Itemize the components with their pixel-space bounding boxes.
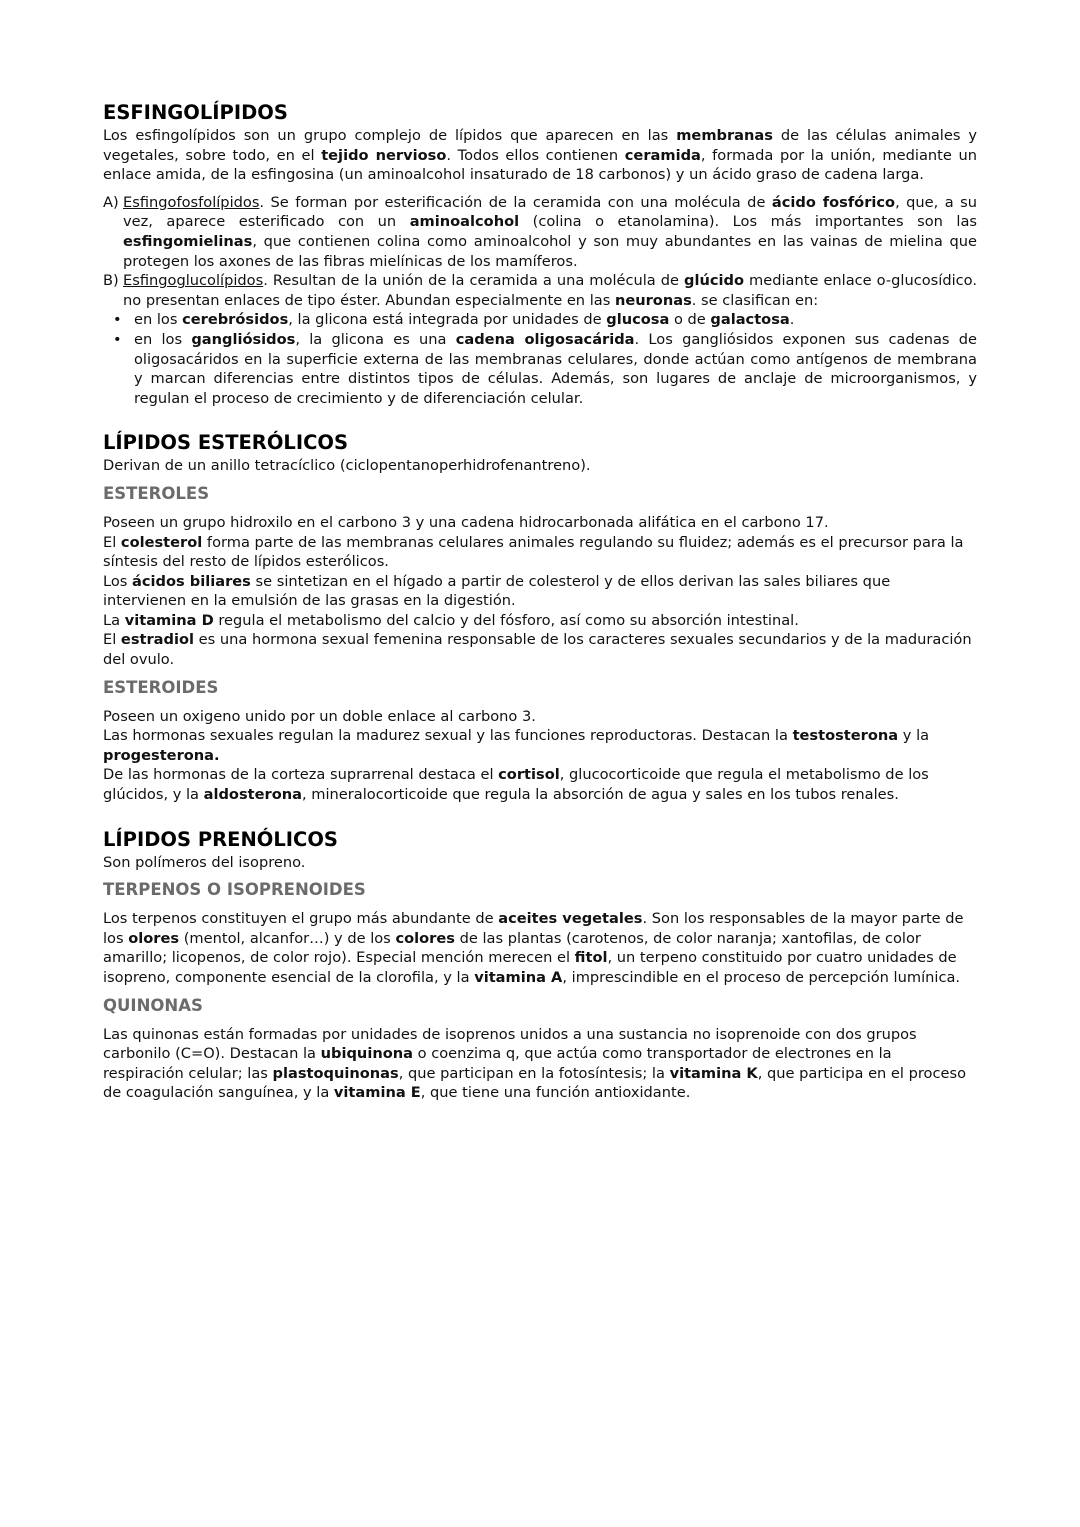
paragraph: De las hormonas de la corteza suprarrenal destaca el cortisol, glucocorticoide que regula el metabolismo de los glúcidos, y la aldosterona, mineralocorticoide que regula la absorción de agua y sales en los tubos renales. [103,766,929,804]
paragraph: Los terpenos constituyen el grupo más abundante de aceites vegetales. Son los responsables de la mayor parte de los olores (mentol, alcanfor…) y de los colores de las plantas (carotenos, de color naranja; xantofilas, de color amarillo; licopenos, de color rojo). Especial mención merecen el fitol, un terpeno constituido por cuatro unidades de isopreno, componente esencial de la clorofila, y la vitamina A, imprescindible en el proceso de percepción lumínica. [103,910,964,986]
subsection-title: QUINONAS [103,995,203,1015]
bullet-icon: • [113,330,122,348]
section-esfingolipidos [103,100,977,408]
subsection-title: ESTEROLES [103,483,210,503]
subsection-title: ESTEROIDES [103,677,219,697]
list-item-b: B) Esfingoglucolípidos. Resultan de la unión de la ceramida a una molécula de glúcido mediante enlace o-glucosídico. no presentan enlaces de tipo éster. Abundan especialmente en las neuronas. se clasifican en: [103,272,977,309]
paragraph: Poseen un grupo hidroxilo en el carbono 3 y una cadena hidrocarbonada alifática en el carbono 17. [103,513,829,531]
paragraph: Las quinonas están formadas por unidades de isoprenos unidos a una sustancia no isoprenoide con dos grupos carbonilo (C=O). Destacan la ubiquinona o coenzima q, que actúa como transportador de electrones en la respiración celular; las plastoquinonas, que participan en la fotosíntesis; la vitamina K, que participa en el proceso de coagulación sanguínea, y la vitamina E, que tiene una función antioxidante. [103,1025,967,1102]
bullet-item-cerebrosidos: • en los cerebrósidos, la glicona está integrada por unidades de glucosa o de galactosa. [113,311,795,329]
document-page [103,100,977,1103]
section-lipidos-esterolicos [103,430,977,804]
section-lipidos-prenolicos [103,827,977,1103]
paragraph: Derivan de un anillo tetracíclico (ciclopentanoperhidrofenantreno). [103,457,591,475]
section-title: ESFINGOLÍPIDOS [103,101,288,124]
paragraph: Son polímeros del isopreno. [103,853,306,871]
paragraph: Poseen un oxigeno unido por un doble enlace al carbono 3. [103,707,536,725]
bullet-icon: • [113,311,122,329]
section-title: LÍPIDOS PRENÓLICOS [103,827,338,851]
subsection-title: TERPENOS O ISOPRENOIDES [103,880,366,900]
paragraph: La vitamina D regula el metabolismo del calcio y del fósforo, así como su absorción intestinal. [103,611,799,629]
bullet-item-gangliosidos: • en los gangliósidos, la glicona es una cadena oligosacárida. Los gangliósidos exponen sus cadenas de oligosacáridos en la superficie externa de las membranas celulares, donde actúan como antígenos de membrana y marcan diferencias entre distintos tipos de células. Además, son lugares de anclaje de microorganismos, y regulan el proceso de crecimiento y de diferenciación celular. [113,330,978,407]
paragraph: Los ácidos biliares se sintetizan en el hígado a partir de colesterol y de ellos derivan las sales biliares que intervienen en la emulsión de las grasas en la digestión. [103,572,891,610]
section-title: LÍPIDOS ESTERÓLICOS [103,431,349,455]
paragraph: Las hormonas sexuales regulan la madurez sexual y las funciones reproductoras. Destacan la testosterona y la progesterona. [103,727,930,764]
list-item-a: A) Esfingofosfolípidos. Se forman por esterificación de la ceramida con una molécula de ácido fosfórico, que, a su vez, aparece esterificado con un aminoalcohol (colina o etanolamina). Los más importantes son las esfingomielinas, que contienen colina como aminoalcohol y son muy abundantes en las vainas de mielina que protegen los axones de las fibras mielínicas de los mamíferos. [103,193,977,270]
paragraph: El colesterol forma parte de las membranas celulares animales regulando su fluidez; además es el precursor para la síntesis del resto de lípidos esterólicos. [103,533,964,571]
paragraph: Los esfingolípidos son un grupo complejo de lípidos que aparecen en las membranas de las células animales y vegetales, sobre todo, en el tejido nervioso. Todos ellos contienen ceramida, formada por la unión, mediante un enlace amida, de la esfingosina (un aminoalcohol insaturado de 18 carbonos) y un ácido graso de cadena larga. [103,127,978,184]
paragraph: El estradiol es una hormona sexual femenina responsable de los caracteres sexuales secundarios y de la maduración del ovulo. [103,631,972,669]
